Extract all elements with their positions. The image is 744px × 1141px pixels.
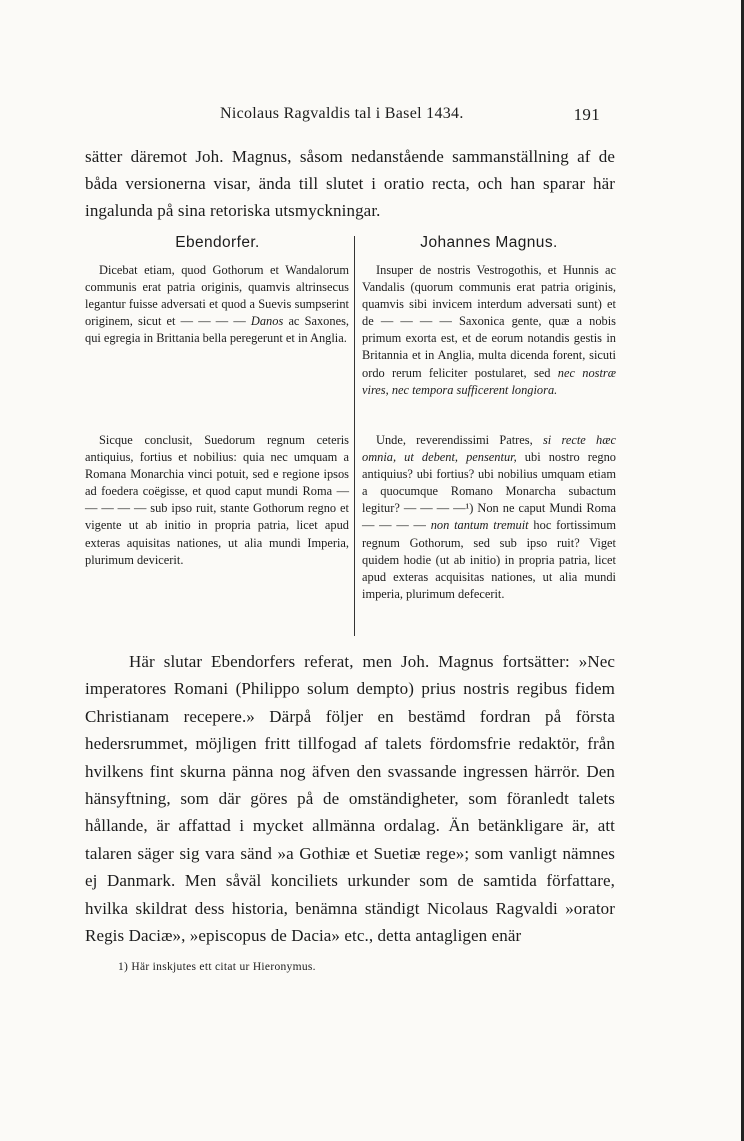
ebendorfer-paragraph-1: Dicebat etiam, quod Gothorum et Wandalorum communis erat patria originis, quamvis altrinsecus legantur fuisse adversati et quod a Suevis sumpserint originem, sicut et — — — — Danos ac Saxones, qui egregia in Brittania bella peregerunt et in Anglia. <box>85 263 349 346</box>
body-paragraph: Här slutar Ebendorfers referat, men Joh. Magnus fortsätter: »Nec imperatores Romani (Philippo solum dempto) prius nostris regibus fidem Christianam recepere.» Därpå följer en bestämd fordran på första hedersrummet, möjligen fritt tillfogad af talets fördomsfrie redaktör, från hvilkens fint skurna pänna nog äfven den svassande ingressen härrör. Den hänsyftning, som där göres på de omständigheter, som föranledt talets hållande, är affattad i mycket allmänna ordalag. Än betänkligare är, att talaren säger sig vara sänd »a Gothiæ et Suetiæ rege»; som vanligt nämnes ej Danmark. Men såväl konciliets urkunder som de samtida författare, hvilka skildrat dess historia, benämna ständigt Nicolaus Ragvaldi »orator Regis Daciæ», »episcopus de Dacia» etc., detta antagligen enär <box>85 652 615 946</box>
page-number: 191 <box>573 105 600 124</box>
running-title: Nicolaus Ragvaldis tal i Basel 1434. <box>220 105 464 122</box>
column-heading-ebendorfer: Ebendorfer. <box>175 234 260 251</box>
column-heading-johannes-magnus: Johannes Magnus. <box>420 234 558 251</box>
magnus-paragraph-2: Unde, reverendissimi Patres, si recte hæc omnia, ut debent, pensentur, ubi nostro regno antiquius? ubi fortius? ubi nobilius umquam etiam a quocumque Romano Monarcha subactum legitur? — — — —¹) Non ne caput Mundi Roma — — — — non tantum tremuit hoc fortissimum regnum Gothorum, sed sub ipso ruit? Viget quidem hodie (ut ab initio) in propria patria, licet apud exteras acquisitas nationes, ut alia mundi imperia, plurimum defecerit. <box>362 433 616 601</box>
ebendorfer-paragraph-2: Sicque conclusit, Suedorum regnum ceteris antiquius, fortius et nobilius: quia nec umquam a Romana Monarchia vinci potuit, sed e regione ipsos ad foedera coëgisse, et quod caput mundi Roma — — — — — sub ipso ruit, stante Gothorum regno et vigente ut ab initio in propria patria, licet apud exteras aquisitas nationes, ut alia mundi Imperia, plurimum devicerit. <box>85 433 349 567</box>
intro-paragraph: sätter däremot Joh. Magnus, såsom nedanstående sammanställning af de båda versionerna visar, ända till slutet i oratio recta, och han sparar här ingalunda på sina retoriska utsmyckningar. <box>85 147 615 220</box>
footnote: 1) Här inskjutes ett citat ur Hieronymus. <box>118 961 316 973</box>
column-divider <box>354 236 355 636</box>
magnus-paragraph-1: Insuper de nostris Vestrogothis, et Hunnis ac Vandalis (quorum communis erat patria originis, quamvis sibi invicem interdum adversati sunt) et de — — — — Saxonica gente, quæ a nobis primum exorta est, et de eorum notandis gestis in Britannia et in Anglia, multa dicenda forent, sicuti ordo rerum feliciter postularet, sed nec nostræ vires, nec tempora sufficerent longiora. <box>362 263 616 397</box>
italic-danos: Danos <box>250 314 284 329</box>
